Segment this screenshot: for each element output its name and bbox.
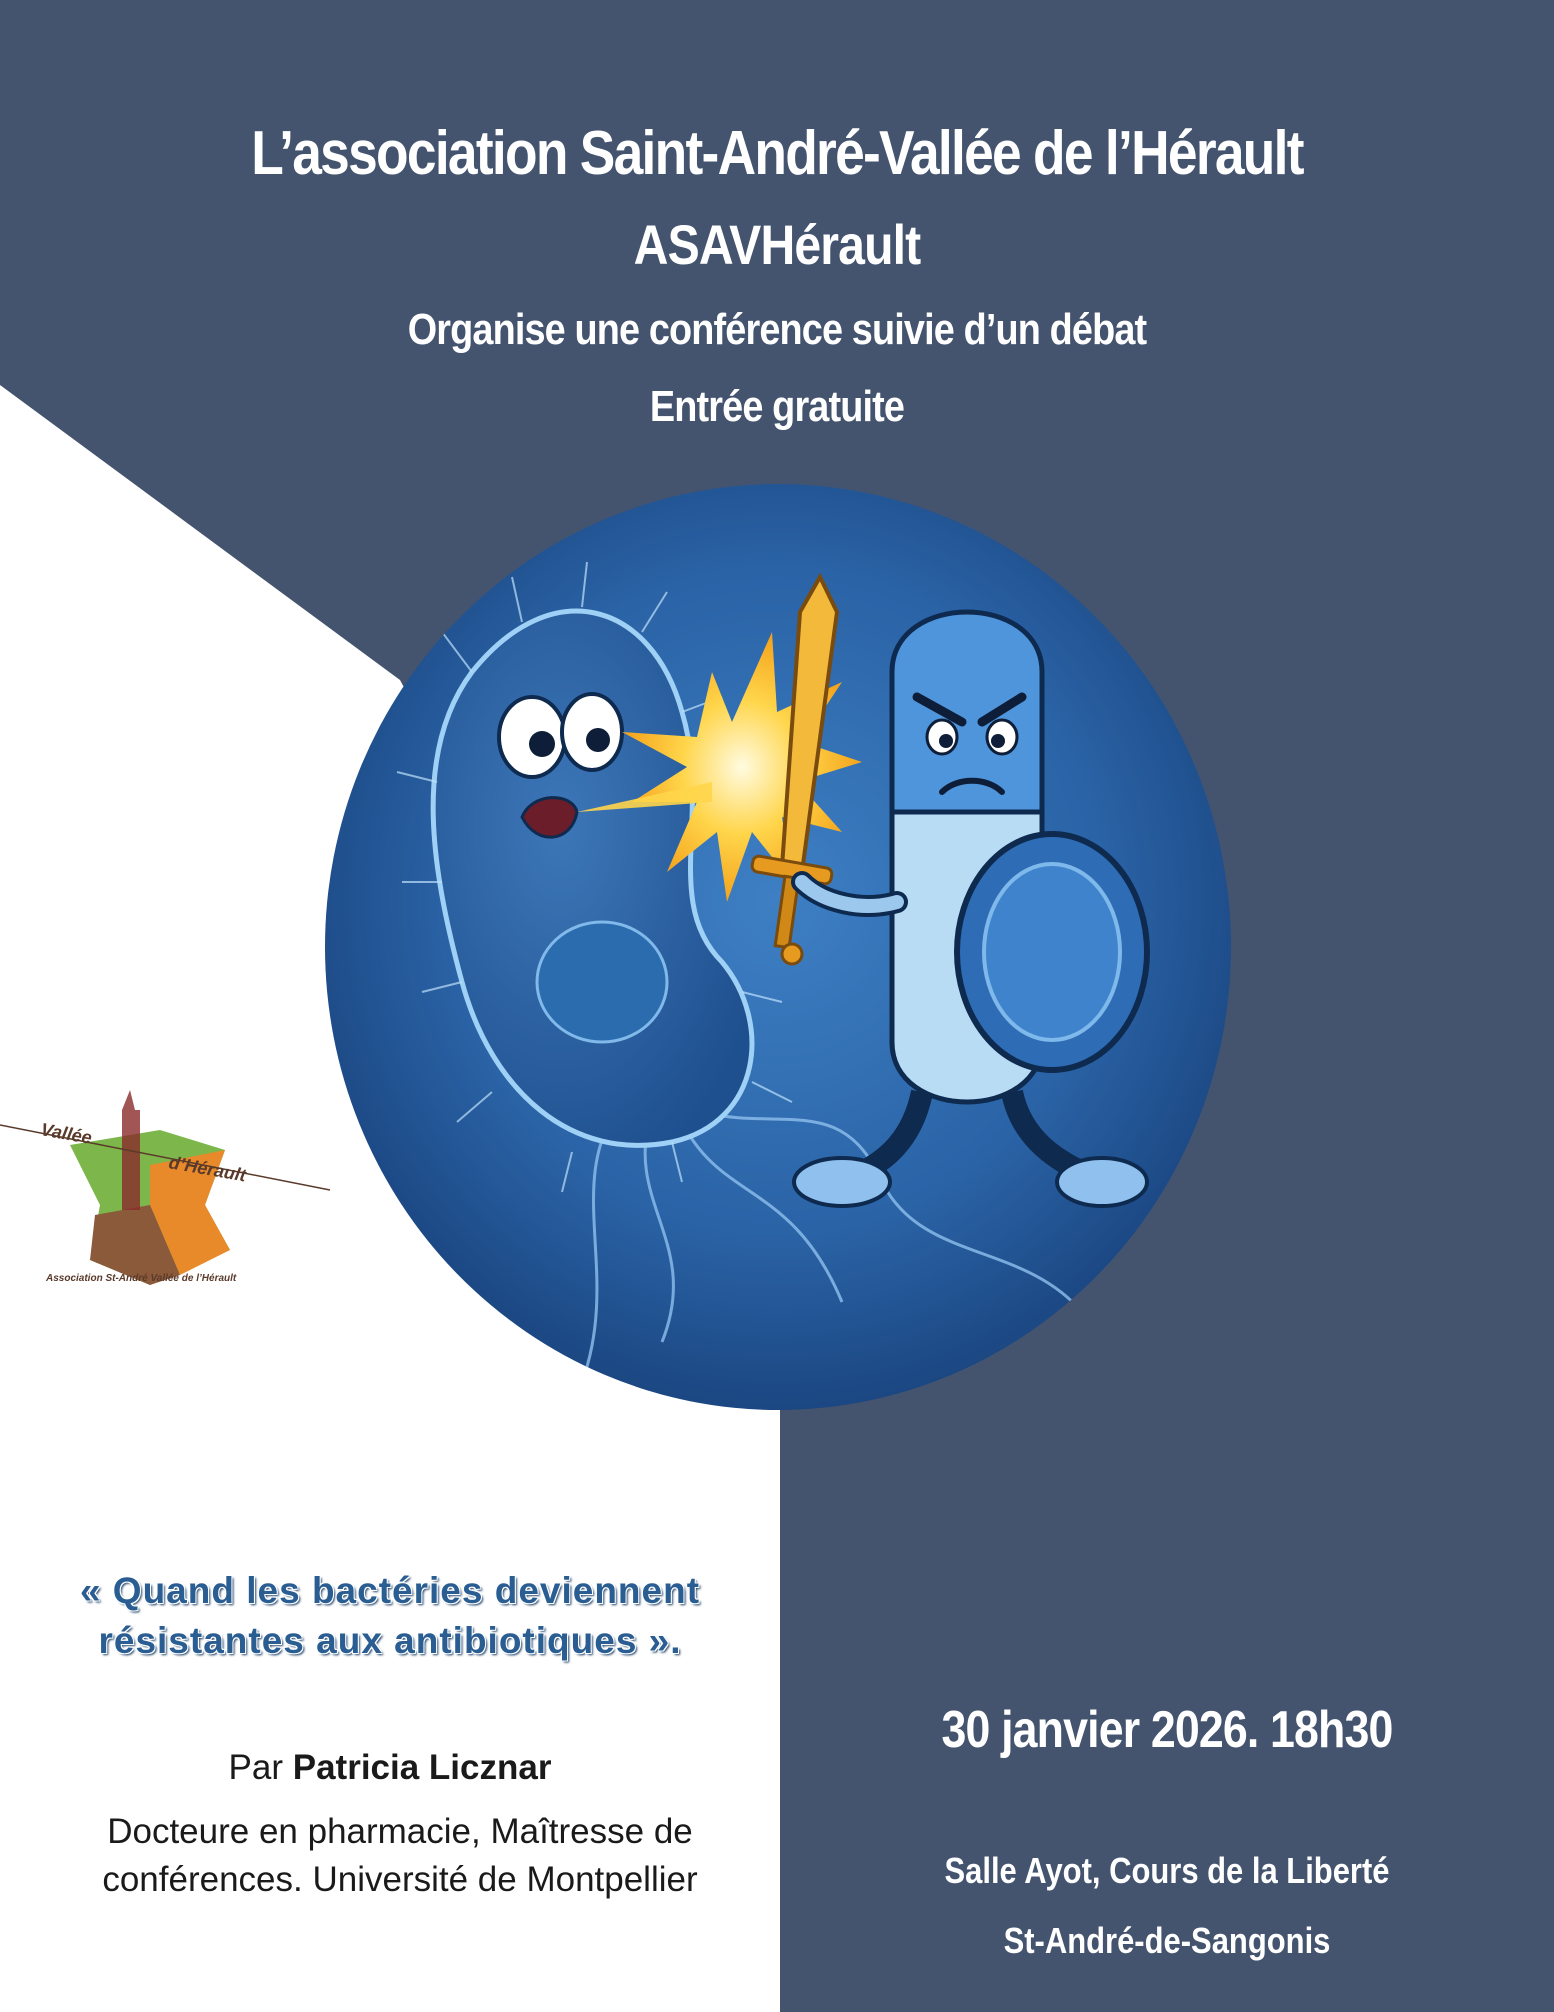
speaker-bio [20, 1808, 780, 1904]
speaker-prefix: Par [228, 1748, 283, 1787]
event-town: St-André-de-Sangonis [1003, 1920, 1331, 1961]
talk-title [40, 1566, 740, 1666]
speaker-name: Patricia Licznar [292, 1748, 552, 1787]
logo-word-top: Vallée [39, 1119, 94, 1148]
association-acronym: ASAVHérault [633, 213, 921, 276]
speaker-line [0, 1748, 780, 1788]
event-subtitle: Organise une conférence suivie d’un débat [407, 305, 1147, 354]
event-date: 30 janvier 2026. 18h30 [941, 1701, 1393, 1759]
talk-title-line2: résistantes aux antibiotiques ». [98, 1620, 682, 1661]
talk-title-line1: « Quand les bactéries deviennent [79, 1570, 701, 1611]
association-logo [0, 1085, 345, 1295]
logo-word-bottom: d’Hérault [167, 1152, 248, 1186]
bacteria-vs-pill-illustration [322, 482, 1234, 1412]
speaker-bio-line1: Docteure en pharmacie, Maîtresse de [107, 1812, 693, 1851]
logo-caption: Association St-André Vallée de l’Hérault [46, 1273, 237, 1284]
entry-info: Entrée gratuite [649, 382, 905, 431]
event-venue: Salle Ayot, Cours de la Liberté [944, 1850, 1390, 1891]
association-title: L’association Saint-André-Vallée de l’Hérault [251, 119, 1303, 188]
speaker-bio-line2: conférences. Université de Montpellier [102, 1860, 698, 1899]
